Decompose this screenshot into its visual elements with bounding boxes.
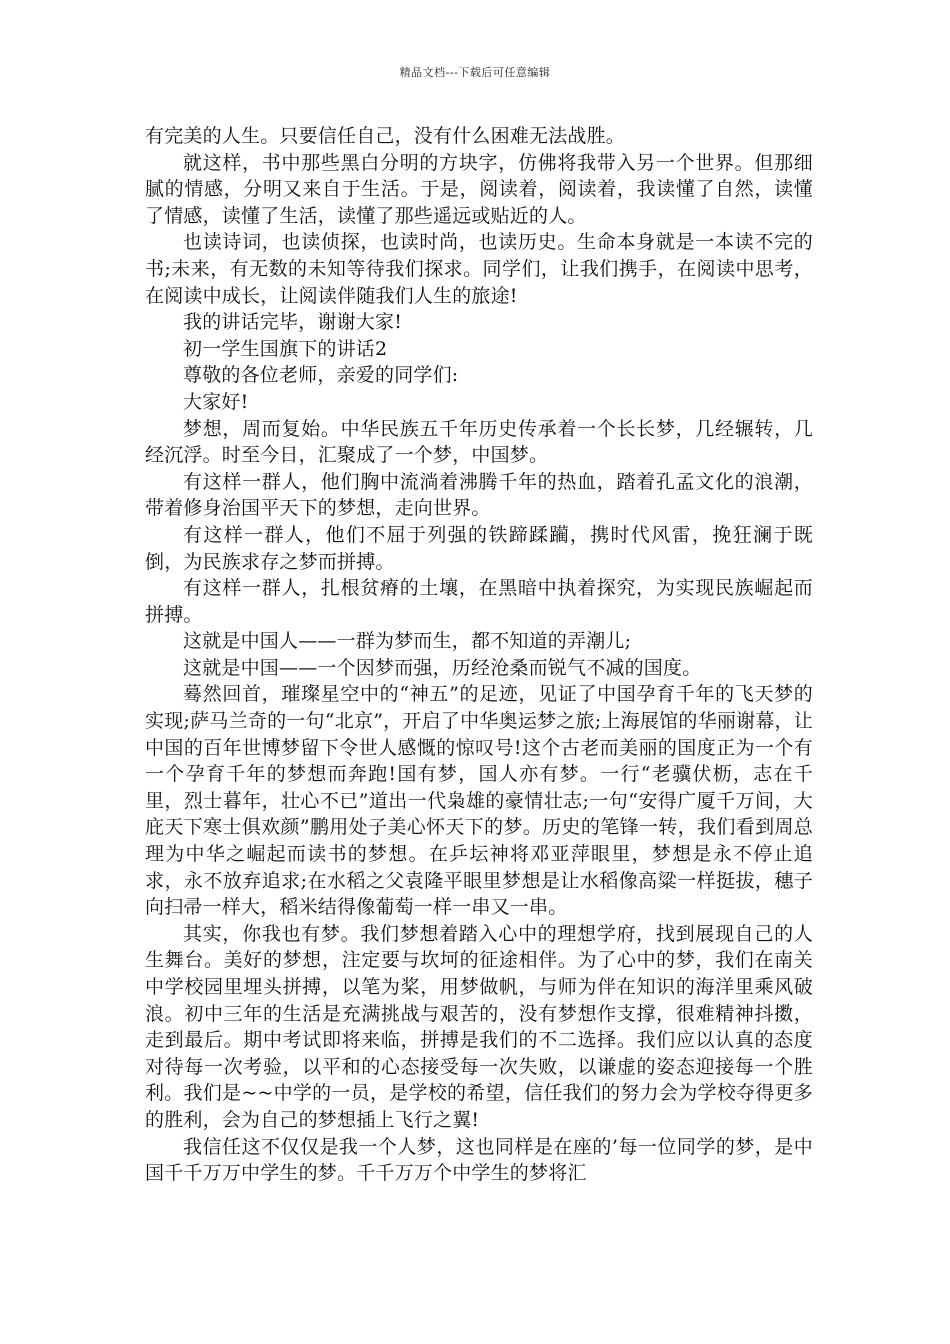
section-title: 初一学生国旗下的讲话2: [183, 337, 388, 360]
paragraph: 梦想，周而复始。中华民族五千年历史传承着一个长长梦，几经辗转，几经沉浮。时至今日，汇聚成了一个梦，中国梦。: [145, 417, 813, 467]
paragraph: 其实，你我也有梦。我们梦想着踏入心中的理想学府，找到展现自己的人生舞台。美好的梦想，注定要与坎坷的征途相伴。为了心中的梦，我们在南关中学校园里埋头拼搏，以笔为桨，用梦做帆，与师为伴在知识的海洋里乘风破浪。初中三年的生活是充满挑战与艰苦的，没有梦想作支撑，很难精神抖擞，走到最后。期中考试即将来临，拼搏是我们的不二选择。我们应以认真的态度对待每一次考验，以平和的心态接受每一次失败，以谦虚的姿态迎接每一个胜利。我们是~~中学的一员，是学校的希望，信任我们的努力会为学校夺得更多的胜利，会为自己的梦想插上飞行之翼!: [145, 922, 813, 1131]
page-header: 精品文档---下载后可任意编辑: [399, 66, 551, 79]
greeting: 大家好!: [183, 390, 249, 413]
paragraph: 有这样一群人，扎根贫瘠的土壤，在黑暗中执着探究，为实现民族崛起而拼搏。: [145, 577, 813, 626]
body-text: [145, 123, 813, 1187]
paragraph: 有完美的人生。只要信任自己，没有什么困难无法战胜。: [145, 125, 626, 147]
paragraph: 有这样一群人，他们胸中流淌着沸腾千年的热血，踏着孔孟文化的浪潮，带着修身治国平天下的梦想，走向世界。: [145, 470, 813, 520]
paragraph: 这就是中国人——一群为梦而生，都不知道的弄潮儿;: [183, 630, 632, 653]
paragraph: 就这样，书中那些黑白分明的方块字，仿佛将我带入另一个世界。但那细腻的情感，分明又来自于生活。于是，阅读着，阅读着，我读懂了自然，读懂了情感，读懂了生活，读懂了那些遥远或贴近的人。: [145, 151, 813, 227]
salutation: 尊敬的各位老师，亲爱的同学们:: [183, 364, 459, 387]
paragraph: 我的讲话完毕，谢谢大家!: [183, 311, 403, 334]
paragraph: 这就是中国——一个因梦而强，历经沧桑而锐气不减的国度。: [183, 656, 702, 679]
paragraph: 我信任这不仅仅是我一个人梦，这也同样是在座的’每一位同学的梦，是中国千千万万中学生的梦。千千万万个中学生的梦将汇: [145, 1135, 813, 1185]
paragraph: 蓦然回首，璀璨星空中的“神五”的足迹，见证了中国孕育千年的飞天梦的实现;萨马兰奇的一句“北京”，开启了中华奥运梦之旅;上海展馆的华丽谢幕，让中国的百年世博梦留下令世人感慨的惊叹号!这个古老而美丽的国度正为一个有一个孕育千年的梦想而奔跑!国有梦，国人亦有梦。一行“老骥伏枥，志在千里，烈士暮年，壮心不已”道出一代枭雄的豪情壮志;一句“安得广厦千万间，大庇天下寒士俱欢颜”鹏用处子美心怀天下的梦。历史的笔锋一转，我们看到周总理为中华之崛起而读书的梦想。在乒坛神将邓亚萍眼里，梦想是永不停止追求，永不放弃追求;在水稻之父袁隆平眼里梦想是让水稻像高粱一样挺拔，穗子向扫帚一样大，稻米结得像葡萄一样一串又一串。: [145, 683, 813, 919]
paragraph: 也读诗词，也读侦探，也读时尚，也读历史。生命本身就是一本读不完的书;未来，有无数的未知等待我们探求。同学们，让我们携手，在阅读中思考，在阅读中成长，让阅读伴随我们人生的旅途!: [145, 231, 813, 307]
paragraph: 有这样一群人，他们不屈于列强的铁蹄蹂躏，携时代风雷，挽狂澜于既倒，为民族求存之梦而拼搏。: [145, 523, 813, 573]
